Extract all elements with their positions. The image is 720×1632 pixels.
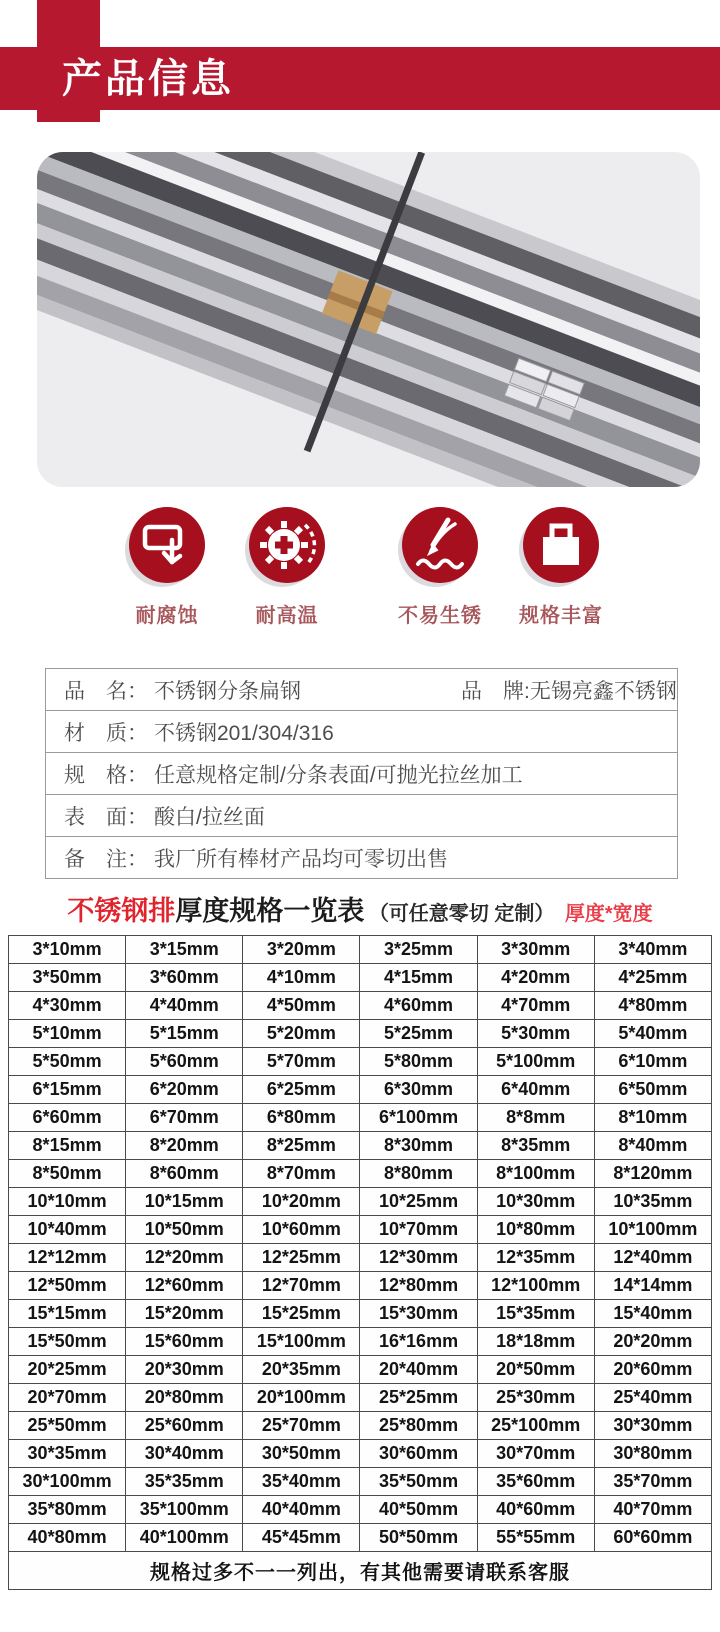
spec-cell: 10*35mm [594,1188,711,1216]
spec-cell: 3*10mm [9,936,126,964]
spec-cell: 8*100mm [477,1160,594,1188]
info-value: 不锈钢201/304/316 [154,721,334,745]
spec-cell: 12*80mm [360,1272,477,1300]
spec-cell: 20*70mm [9,1384,126,1412]
spec-cell: 25*60mm [126,1412,243,1440]
spec-cell: 40*50mm [360,1496,477,1524]
spec-cell: 12*20mm [126,1244,243,1272]
spec-row [9,1468,712,1496]
spec-cell: 16*16mm [360,1328,477,1356]
spec-cell: 5*10mm [9,1020,126,1048]
spec-row [9,1412,712,1440]
spec-cell: 25*100mm [477,1412,594,1440]
spec-cell: 8*60mm [126,1160,243,1188]
info-row [46,669,677,711]
spec-cell: 10*40mm [9,1216,126,1244]
spec-cell: 6*60mm [9,1104,126,1132]
spec-row [9,1300,712,1328]
info-value: 任意规格定制/分条表面/可抛光拉丝加工 [154,763,523,787]
press-icon [129,507,205,583]
spec-cell: 30*35mm [9,1440,126,1468]
spec-cell: 8*8mm [477,1104,594,1132]
spec-row [9,1216,712,1244]
spec-cell: 15*40mm [594,1300,711,1328]
spec-row [9,992,712,1020]
bag-icon [523,507,599,583]
info-label: 品 名： [64,679,148,703]
spec-title-main: 厚度规格一览表 [175,896,365,926]
feature-item [107,507,227,628]
spec-cell: 15*15mm [9,1300,126,1328]
spec-cell: 25*50mm [9,1412,126,1440]
spec-cell: 25*40mm [594,1384,711,1412]
spec-cell: 12*70mm [243,1272,360,1300]
spec-cell: 12*35mm [477,1244,594,1272]
spec-cell: 5*80mm [360,1048,477,1076]
info-row [46,837,677,878]
spec-grid-section [8,935,712,1590]
feature-label: 耐高温 [255,605,319,627]
spec-cell: 8*25mm [243,1132,360,1160]
table-footer-note: 规格过多不一一列出，有其他需要请联系客服 [9,1552,712,1590]
spec-cell: 30*40mm [126,1440,243,1468]
spec-cell: 40*100mm [126,1524,243,1552]
spec-cell: 5*70mm [243,1048,360,1076]
spec-cell: 10*70mm [360,1216,477,1244]
feature-label: 耐腐蚀 [135,605,199,627]
spec-cell: 12*100mm [477,1272,594,1300]
spec-cell: 15*100mm [243,1328,360,1356]
spec-cell: 8*30mm [360,1132,477,1160]
spec-cell: 20*25mm [9,1356,126,1384]
spec-cell: 6*30mm [360,1076,477,1104]
spec-row [9,1328,712,1356]
spec-cell: 35*60mm [477,1468,594,1496]
spec-cell: 40*40mm [243,1496,360,1524]
info-label: 规 格： [64,763,148,787]
spec-cell: 15*50mm [9,1328,126,1356]
spec-cell: 20*60mm [594,1356,711,1384]
info-extra-pair [461,669,677,710]
spec-cell: 25*80mm [360,1412,477,1440]
spec-row [9,1188,712,1216]
spec-cell: 12*30mm [360,1244,477,1272]
spec-cell: 3*40mm [594,936,711,964]
spec-cell: 10*50mm [126,1216,243,1244]
spec-cell: 5*25mm [360,1020,477,1048]
spec-cell: 12*12mm [9,1244,126,1272]
product-photo [37,152,700,487]
spec-cell: 3*30mm [477,936,594,964]
info-value: 我厂所有棒材产品均可零切出售 [154,847,448,871]
spec-grid-table [8,935,712,1590]
spec-cell: 5*15mm [126,1020,243,1048]
spec-cell: 25*25mm [360,1384,477,1412]
spec-cell: 3*60mm [126,964,243,992]
spec-cell: 15*30mm [360,1300,477,1328]
spec-cell: 40*80mm [9,1524,126,1552]
spec-row [9,1496,712,1524]
spec-cell: 6*15mm [9,1076,126,1104]
spec-cell: 30*80mm [594,1440,711,1468]
spec-cell: 8*120mm [594,1160,711,1188]
spec-cell: 4*70mm [477,992,594,1020]
spec-cell: 40*60mm [477,1496,594,1524]
spec-cell: 30*100mm [9,1468,126,1496]
spec-row [9,1076,712,1104]
feature-item [380,507,500,628]
spec-cell: 8*10mm [594,1104,711,1132]
spec-cell: 15*25mm [243,1300,360,1328]
spec-cell: 35*70mm [594,1468,711,1496]
spec-cell: 6*50mm [594,1076,711,1104]
spec-cell: 20*40mm [360,1356,477,1384]
spec-cell: 10*100mm [594,1216,711,1244]
spec-cell: 50*50mm [360,1524,477,1552]
table-footer-row [9,1552,712,1590]
spec-row [9,1524,712,1552]
spec-row [9,1160,712,1188]
spec-cell: 35*100mm [126,1496,243,1524]
spec-row [9,1244,712,1272]
info-value: 无锡亮鑫不锈钢 [529,679,677,703]
spec-row [9,1048,712,1076]
spec-cell: 45*45mm [243,1524,360,1552]
feature-list [0,507,720,628]
spec-cell: 4*15mm [360,964,477,992]
spec-cell: 6*80mm [243,1104,360,1132]
spec-row [9,1272,712,1300]
spec-cell: 55*55mm [477,1524,594,1552]
spec-cell: 30*50mm [243,1440,360,1468]
spec-cell: 8*20mm [126,1132,243,1160]
spec-cell: 30*60mm [360,1440,477,1468]
spec-cell: 4*80mm [594,992,711,1020]
spec-cell: 10*60mm [243,1216,360,1244]
spec-cell: 5*30mm [477,1020,594,1048]
spec-cell: 8*15mm [9,1132,126,1160]
spec-cell: 30*70mm [477,1440,594,1468]
spec-cell: 8*35mm [477,1132,594,1160]
spec-cell: 5*60mm [126,1048,243,1076]
spec-cell: 4*50mm [243,992,360,1020]
spec-cell: 25*30mm [477,1384,594,1412]
info-label: 备 注： [64,847,148,871]
info-value: 酸白/拉丝面 [154,805,265,829]
spec-cell: 20*100mm [243,1384,360,1412]
info-label: 材 质： [64,721,148,745]
spec-cell: 14*14mm [594,1272,711,1300]
spec-cell: 5*20mm [243,1020,360,1048]
page-title: 产品信息 [62,56,234,101]
info-value: 不锈钢分条扁钢 [154,679,301,703]
info-row [46,795,677,837]
spec-cell: 3*15mm [126,936,243,964]
spec-cell: 6*70mm [126,1104,243,1132]
info-row [46,753,677,795]
spec-cell: 4*10mm [243,964,360,992]
spec-cell: 8*40mm [594,1132,711,1160]
spec-cell: 20*50mm [477,1356,594,1384]
spec-cell: 35*80mm [9,1496,126,1524]
spec-row [9,936,712,964]
spec-cell: 15*20mm [126,1300,243,1328]
spec-cell: 8*70mm [243,1160,360,1188]
section-header [0,0,720,152]
spec-cell: 5*50mm [9,1048,126,1076]
feature-label: 不易生锈 [398,605,482,627]
spec-row [9,1104,712,1132]
spec-cell: 20*35mm [243,1356,360,1384]
spec-cell: 15*60mm [126,1328,243,1356]
feature-item [501,507,621,628]
spec-table-title [0,893,720,934]
spec-cell: 10*10mm [9,1188,126,1216]
spec-cell: 12*40mm [594,1244,711,1272]
steel-bars-illustration [37,152,700,487]
spec-title-suffix: 厚度*宽度 [564,903,653,925]
spec-cell: 25*70mm [243,1412,360,1440]
spec-cell: 35*35mm [126,1468,243,1496]
spec-cell: 20*20mm [594,1328,711,1356]
spec-cell: 60*60mm [594,1524,711,1552]
spec-cell: 8*50mm [9,1160,126,1188]
spec-cell: 6*100mm [360,1104,477,1132]
spec-row [9,1440,712,1468]
spec-title-note: （可任意零切 定制） [368,903,555,925]
spec-row [9,964,712,992]
spec-row [9,1384,712,1412]
spec-title-highlight: 不锈钢排 [67,896,176,926]
spec-cell: 6*20mm [126,1076,243,1104]
spec-cell: 35*40mm [243,1468,360,1496]
spec-cell: 4*30mm [9,992,126,1020]
pen-rust-icon [402,507,478,583]
spec-row [9,1132,712,1160]
spec-cell: 3*50mm [9,964,126,992]
spec-cell: 12*50mm [9,1272,126,1300]
spec-cell: 10*20mm [243,1188,360,1216]
spec-cell: 4*25mm [594,964,711,992]
spec-cell: 15*35mm [477,1300,594,1328]
spec-cell: 6*40mm [477,1076,594,1104]
spec-cell: 6*10mm [594,1048,711,1076]
spec-cell: 3*20mm [243,936,360,964]
spec-cell: 20*80mm [126,1384,243,1412]
banner-band [0,47,720,110]
spec-cell: 10*15mm [126,1188,243,1216]
info-row [46,711,677,753]
spec-cell: 18*18mm [477,1328,594,1356]
gear-cross-icon [249,507,325,583]
spec-cell: 12*60mm [126,1272,243,1300]
info-label: 品 牌: [461,679,530,703]
info-label: 表 面： [64,805,148,829]
spec-cell: 5*40mm [594,1020,711,1048]
spec-cell: 20*30mm [126,1356,243,1384]
spec-cell: 3*25mm [360,936,477,964]
spec-cell: 4*20mm [477,964,594,992]
spec-row [9,1356,712,1384]
spec-cell: 12*25mm [243,1244,360,1272]
product-info-table [45,668,678,879]
feature-item [227,507,347,628]
spec-cell: 35*50mm [360,1468,477,1496]
spec-cell: 5*100mm [477,1048,594,1076]
spec-cell: 8*80mm [360,1160,477,1188]
spec-cell: 40*70mm [594,1496,711,1524]
spec-cell: 30*30mm [594,1412,711,1440]
spec-cell: 4*60mm [360,992,477,1020]
spec-row [9,1020,712,1048]
spec-cell: 10*80mm [477,1216,594,1244]
spec-cell: 6*25mm [243,1076,360,1104]
spec-cell: 10*25mm [360,1188,477,1216]
spec-cell: 10*30mm [477,1188,594,1216]
feature-label: 规格丰富 [519,605,603,627]
spec-cell: 4*40mm [126,992,243,1020]
